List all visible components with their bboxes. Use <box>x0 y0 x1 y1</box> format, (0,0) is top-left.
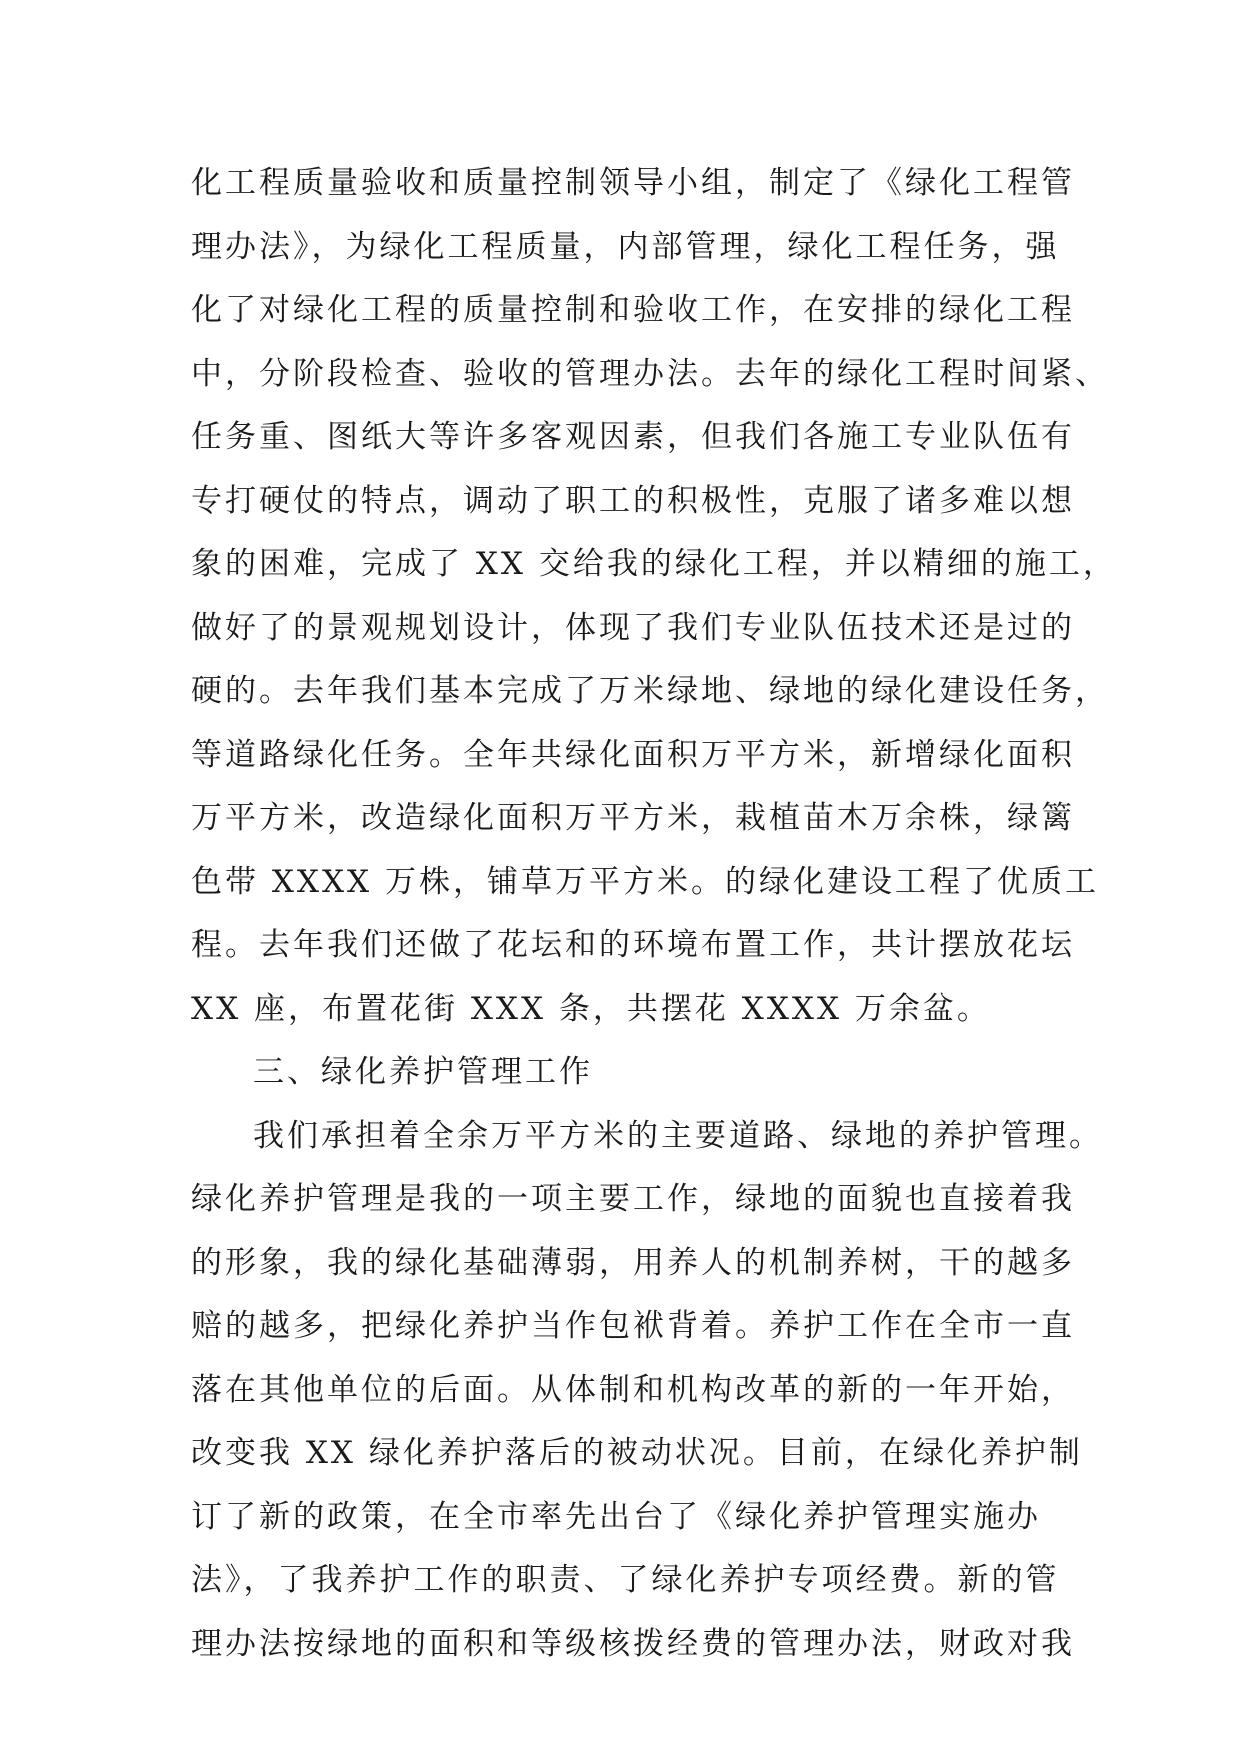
text-line: 的形象，我的绿化基础薄弱，用养人的机制养树，干的越多 <box>191 1244 1075 1281</box>
text-line: 色带 XXXX 万株，铺草万平方米。的绿化建设工程了优质工 <box>191 863 1099 900</box>
text-line: 落在其他单位的后面。从体制和机构改革的新的一年开始， <box>191 1371 1075 1408</box>
text-line: XX 座，布置花街 XXX 条，共摆花 XXXX 万余盆。 <box>191 990 991 1027</box>
text-line: 订了新的政策，在全市率先出台了《绿化养护管理实施办 <box>191 1498 1041 1535</box>
text-line: 赔的越多，把绿化养护当作包袱背着。养护工作在全市一直 <box>191 1308 1075 1344</box>
text-line: 化工程质量验收和质量控制领导小组，制定了《绿化工程管 <box>191 165 1075 201</box>
text-line: 理办法按绿地的面积和等级核拨经费的管理办法，财政对我 <box>191 1625 1075 1662</box>
text-line: 法》，了我养护工作的职责、了绿化养护专项经费。新的管 <box>191 1562 1060 1598</box>
text-line: 象的困难，完成了 XX 交给我的绿化工程，并以精细的施工， <box>191 546 1117 582</box>
text-line: 改变我 XX 绿化养护落后的被动状况。目前，在绿化养护制 <box>191 1435 1083 1471</box>
text-line: 硬的。去年我们基本完成了万米绿地、绿地的绿化建设任务， <box>191 673 1109 709</box>
text-line: 专打硬仗的特点，调动了职工的积极性，克服了诸多难以想 <box>191 482 1075 519</box>
text-line: 做好了的景观规划设计，体现了我们专业队伍技术还是过的 <box>191 609 1075 646</box>
text-line: 万平方米，改造绿化面积万平方米，栽植苗木万余株，绿篱 <box>191 800 1075 836</box>
text-line: 中，分阶段检查、验收的管理办法。去年的绿化工程时间紧、 <box>191 355 1109 392</box>
text-line: 绿化养护管理是我的一项主要工作，绿地的面貌也直接着我 <box>191 1181 1075 1217</box>
text-line: 等道路绿化任务。全年共绿化面积万平方米，新增绿化面积 <box>191 736 1075 773</box>
body-text <box>191 152 1117 1676</box>
text-line: 程。去年我们还做了花坛和的环境布置工作，共计摆放花坛 <box>191 927 1075 963</box>
indented-line: 我们承担着全余万平方米的主要道路、绿地的养护管理。 <box>253 1117 1103 1154</box>
text-line: 化了对绿化工程的质量控制和验收工作，在安排的绿化工程 <box>191 292 1075 328</box>
text-line: 任务重、图纸大等许多客观因素，但我们各施工专业队伍有 <box>191 419 1075 455</box>
text-line: 理办法》，为绿化工程质量，内部管理，绿化工程任务，强 <box>191 228 1060 265</box>
indented-line: 三、绿化养护管理工作 <box>253 1054 593 1090</box>
